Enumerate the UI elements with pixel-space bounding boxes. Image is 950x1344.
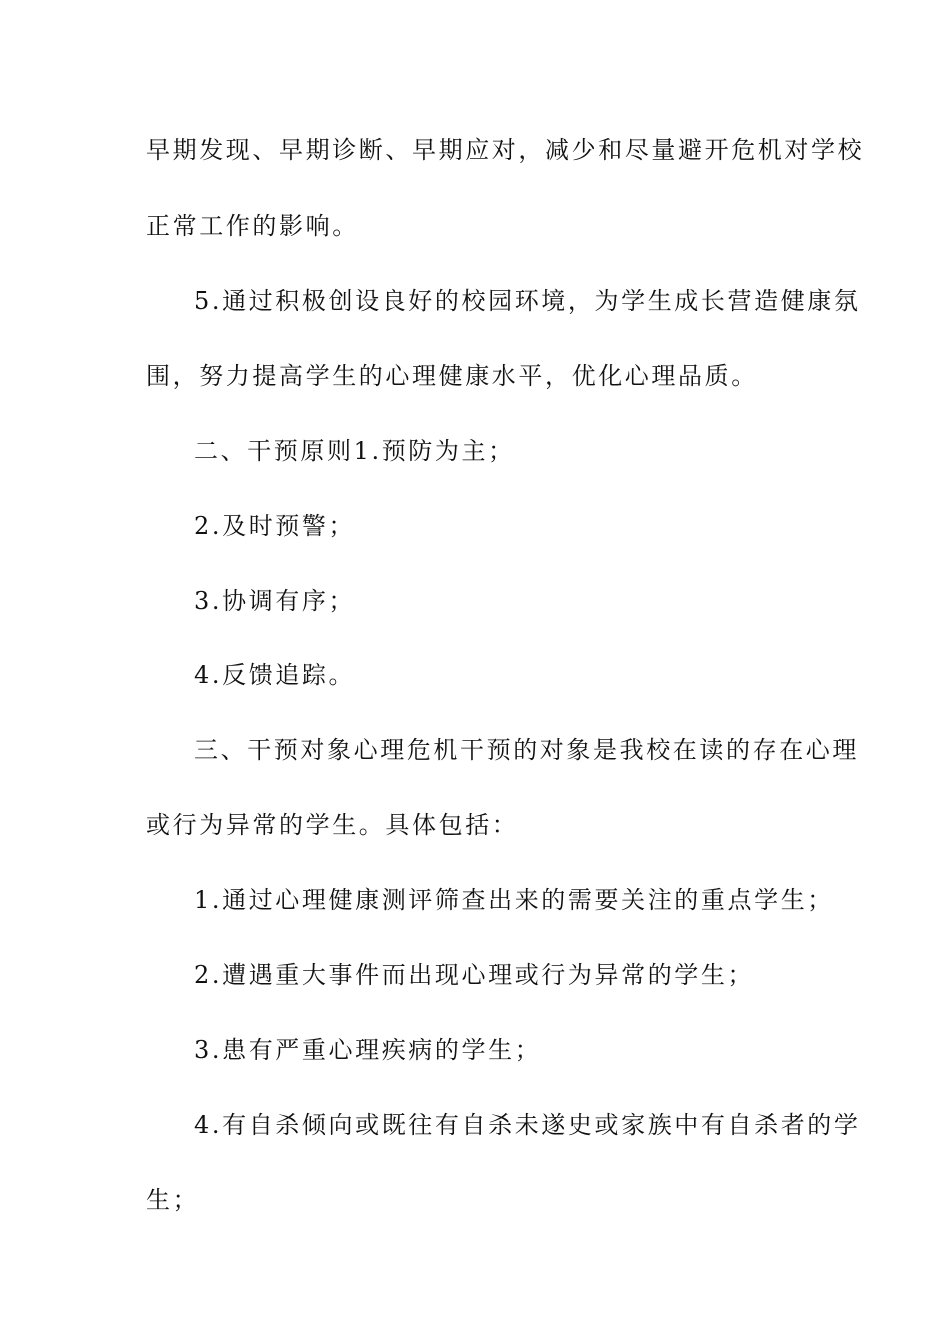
text-line-content: 三、干预对象心理危机干预的对象是我校在读的存在心理 [194,736,859,764]
text-line-content: 1.通过心理健康测评筛查出来的需要关注的重点学生； [194,886,834,914]
text-line-content: 2.及时预警； [194,512,356,540]
text-line-content: 4.反馈追踪。 [194,661,356,689]
text-line-content: 3.协调有序； [194,587,356,615]
text-line-content: 4.有自杀倾向或既往有自杀未遂史或家族中有自杀者的学 [194,1111,861,1139]
text-line-content: 早期发现、早期诊断、早期应对，减少和尽量避开危机对学校 [146,136,865,164]
text-line-content: 生； [146,1186,200,1214]
text-line-content: 围，努力提高学生的心理健康水平，优化心理品质。 [146,362,758,390]
text-line-content: 5.通过积极创设良好的校园环境，为学生成长营造健康氛 [194,287,861,315]
text-line-content: 3.患有严重心理疾病的学生； [194,1036,542,1064]
text-line-content: 正常工作的影响。 [146,212,359,240]
text-line-content: 2.遭遇重大事件而出现心理或行为异常的学生； [194,961,755,989]
text-line-content: 二、干预原则1.预防为主； [194,437,515,465]
text-line-content: 或行为异常的学生。具体包括： [146,811,519,839]
